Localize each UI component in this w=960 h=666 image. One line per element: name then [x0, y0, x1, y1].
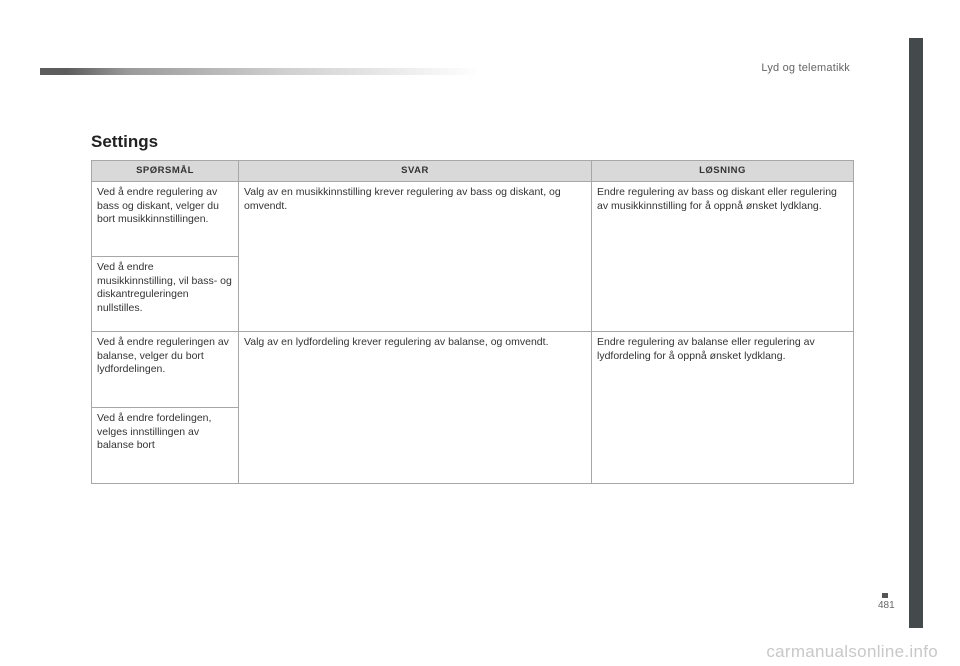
side-thumb-bar [909, 38, 923, 628]
qa-table [91, 160, 854, 484]
header-gradient-bar [40, 68, 480, 75]
table-row [92, 332, 854, 408]
table-header-row [92, 161, 854, 182]
column-header-answer: SVAR [239, 161, 592, 182]
answer-cell: Valg av en musikkinnstilling krever regulering av bass og diskant, og omvendt. [239, 182, 592, 332]
solution-cell: Endre regulering av balanse eller regulering av lydfordeling for å oppnå ønsket lydklang. [592, 332, 854, 484]
page-marker [882, 593, 888, 598]
question-cell: Ved å endre musikkinnstilling, vil bass- og diskantreguleringen nullstilles. [92, 257, 239, 332]
question-cell: Ved å endre regulering av bass og diskant, velger du bort musikkinnstillingen. [92, 182, 239, 257]
question-cell: Ved å endre reguleringen av balanse, velger du bort lydfordelingen. [92, 332, 239, 408]
page-number: 481 [878, 600, 895, 611]
chapter-title: Lyd og telematikk [761, 62, 850, 74]
answer-cell: Valg av en lydfordeling krever regulering av balanse, og omvendt. [239, 332, 592, 484]
column-header-solution: LØSNING [592, 161, 854, 182]
watermark-text: carmanualsonline.info [766, 642, 938, 661]
column-header-question: SPØRSMÅL [92, 161, 239, 182]
question-cell: Ved å endre fordelingen, velges innstillingen av balanse bort [92, 408, 239, 484]
table-row [92, 182, 854, 257]
page-title: Settings [91, 132, 159, 151]
solution-cell: Endre regulering av bass og diskant eller regulering av musikkinnstilling for å oppnå ønsket lydklang. [592, 182, 854, 332]
